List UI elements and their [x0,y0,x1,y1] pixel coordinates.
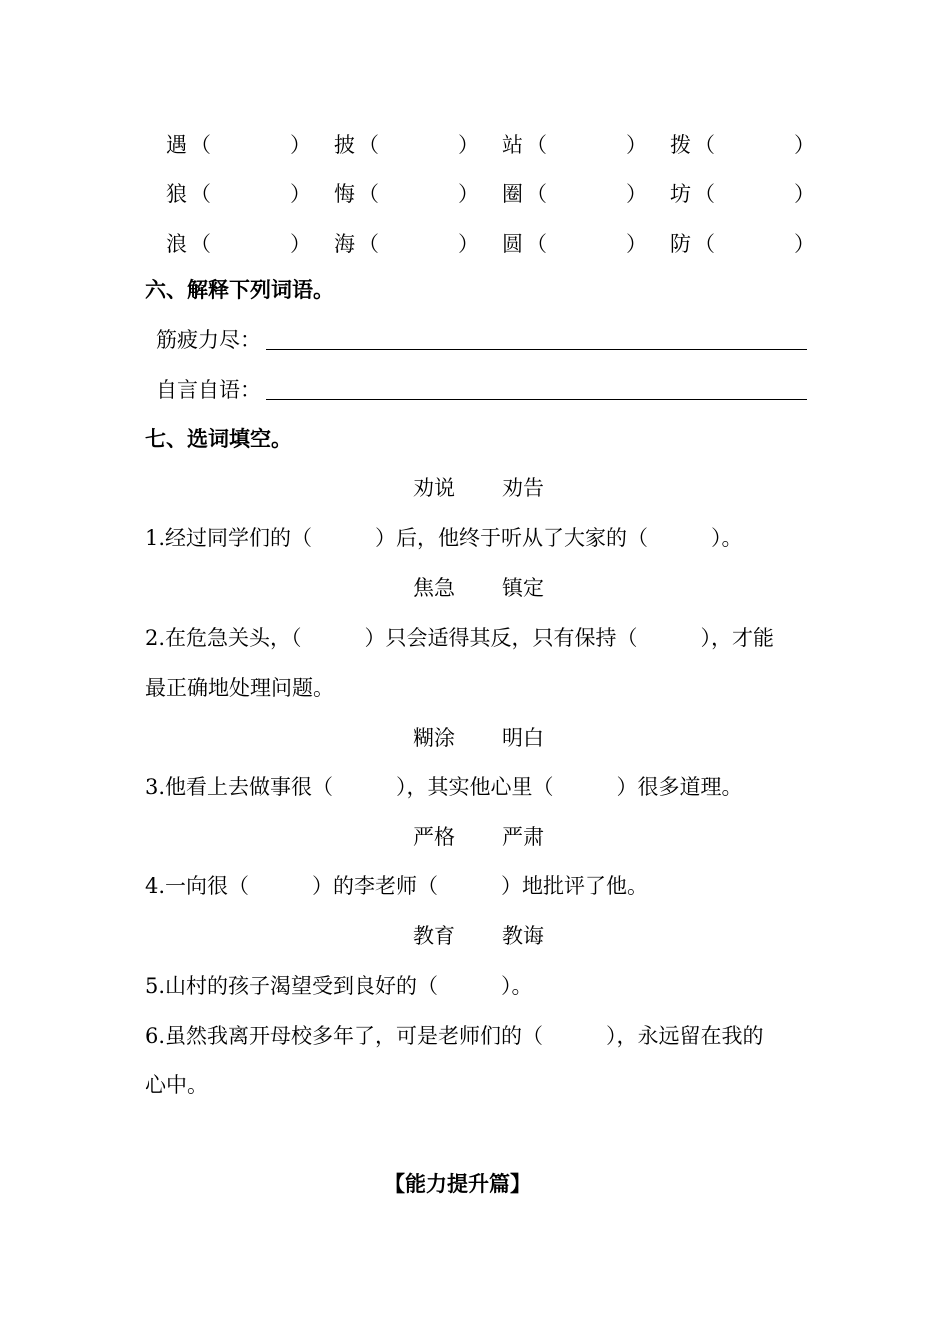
char: 圈 [502,182,523,206]
char-cell: 坊 （ ） [670,178,715,208]
section6-title: 六、解释下列词语。 [145,278,334,302]
question-5: 5.山村的孩子渴望受到良好的（ ）。 [145,974,533,998]
answer-line[interactable] [266,399,807,400]
char-grid-row-1 [166,129,816,155]
answer-line[interactable] [266,349,807,350]
char: 站 [502,133,523,157]
word-choice: 糊涂 [413,726,455,750]
char-cell: 浪 （ ） [166,228,211,258]
char-cell: 海 （ ） [334,228,379,258]
question-4: 4.一向很（ ）的李老师（ ）地批评了他。 [145,874,649,898]
question-6-continued: 心中。 [145,1073,208,1097]
word-choice: 劝说 [413,476,455,500]
char: 披 [334,133,355,157]
question-2: 2.在危急关头，（ ）只会适得其反，只有保持（ ），才能 [145,626,775,650]
char-cell: 圆 （ ） [502,228,547,258]
char-cell: 披 （ ） [334,129,379,159]
char: 浪 [166,232,187,256]
term-label: 筋疲力尽： [156,328,261,352]
question-3: 3.他看上去做事很（ ），其实他心里（ ）很多道理。 [145,775,743,799]
char: 狼 [166,182,187,206]
section7-title: 七、选词填空。 [145,427,292,451]
ability-section-title: 【能力提升篇】 [384,1172,531,1196]
question-1: 1.经过同学们的（ ）后，他终于听从了大家的（ ）。 [145,526,743,550]
char: 坊 [670,182,691,206]
word-choice: 镇定 [502,576,544,600]
char: 防 [670,232,691,256]
char-cell: 站 （ ） [502,129,547,159]
char-cell: 悔 （ ） [334,178,379,208]
word-choice: 焦急 [413,576,455,600]
char-cell: 遇 （ ） [166,129,211,159]
word-choice: 严肃 [502,825,544,849]
char: 悔 [334,182,355,206]
char: 海 [334,232,355,256]
term-label: 自言自语： [156,378,261,402]
char-cell: 圈 （ ） [502,178,547,208]
char: 圆 [502,232,523,256]
char: 遇 [166,133,187,157]
word-choice: 教育 [413,924,455,948]
char: 拨 [670,133,691,157]
question-2-continued: 最正确地处理问题。 [145,676,334,700]
question-6: 6.虽然我离开母校多年了，可是老师们的（ ），永远留在我的 [145,1024,764,1048]
char-grid-row-3 [166,228,816,254]
word-choice: 明白 [502,726,544,750]
word-choice: 教诲 [502,924,544,948]
char-cell: 拨 （ ） [670,129,715,159]
char-grid-row-2 [166,178,816,204]
char-cell: 狼 （ ） [166,178,211,208]
word-choice: 劝告 [502,476,544,500]
char-cell: 防 （ ） [670,228,715,258]
word-choice: 严格 [413,825,455,849]
